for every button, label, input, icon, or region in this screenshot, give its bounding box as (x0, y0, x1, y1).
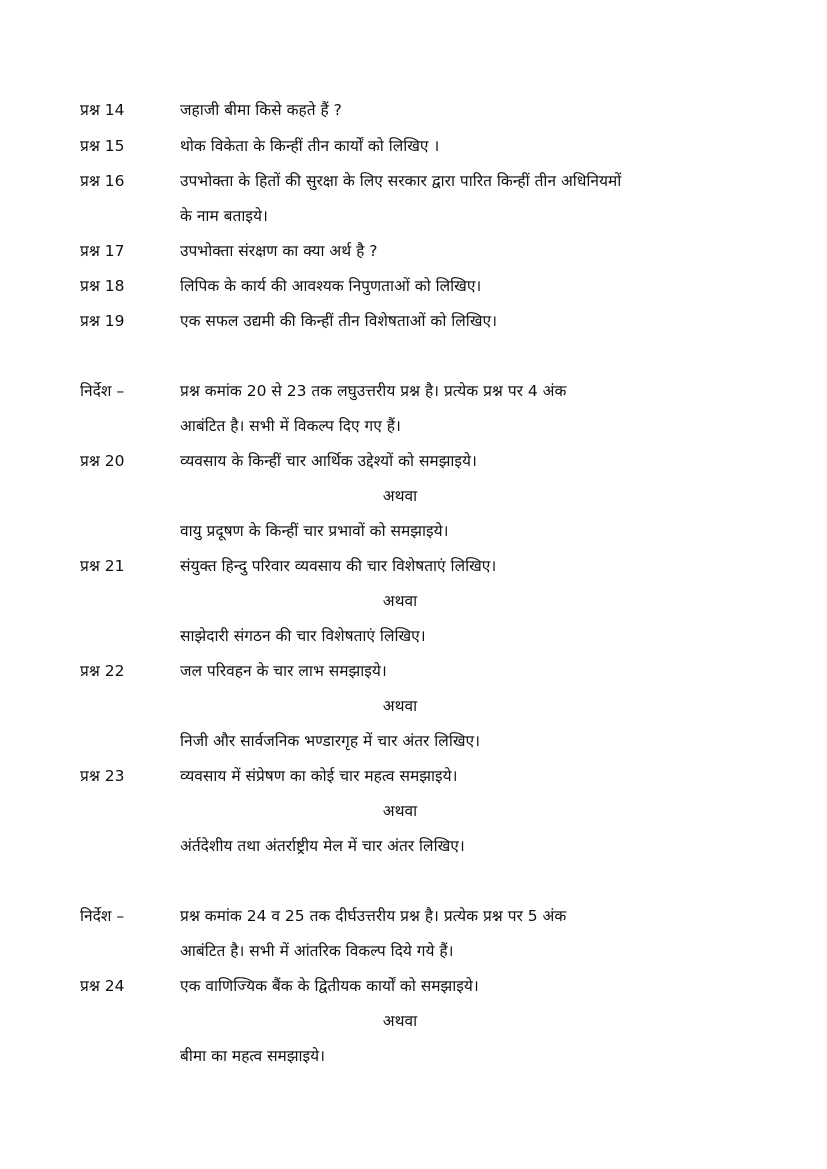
or-divider (0, 586, 827, 616)
question-23 (0, 761, 827, 791)
question-text: एक सफल उद्यमी की किन्हीं तीन विशेषताओं को लिखिए। (180, 312, 497, 330)
question-label: प्रश्न 15 (80, 137, 125, 155)
question-15 (0, 131, 827, 161)
alternative-text: अंर्तदेशीय तथा अंतर्राष्ट्रीय मेल में चार अंतर लिखिए। (180, 837, 465, 855)
alternative-text: बीमा का महत्व समझाइये। (180, 1047, 326, 1065)
question-text: व्यवसाय के किन्हीं चार आर्थिक उद्देश्यों को समझाइये। (180, 452, 477, 470)
question-label: प्रश्न 22 (80, 662, 125, 680)
question-text: उपभोक्ता संरक्षण का क्या अर्थ है ? (180, 242, 378, 260)
question-label: प्रश्न 24 (80, 977, 125, 995)
instruction-text-continued: आबंटित है। सभी में विकल्प दिए गए हैं। (180, 417, 401, 435)
question-24 (0, 971, 827, 1001)
question-text: संयुक्त हिन्दु परिवार व्यवसाय की चार विशेषताएं लिखिए। (180, 557, 497, 575)
question-label: प्रश्न 18 (80, 277, 125, 295)
question-text: उपभोक्ता के हितों की सुरक्षा के लिए सरकार द्वारा पारित किन्हीं तीन अधिनियमों (180, 172, 622, 190)
question-text: व्यवसाय में संप्रेषण का कोई चार महत्व समझाइये। (180, 767, 458, 785)
question-17 (0, 236, 827, 266)
question-19 (0, 306, 827, 336)
or-divider (0, 481, 827, 511)
question-22-alternative (0, 726, 827, 756)
question-16-continued (0, 201, 827, 231)
instruction-1 (0, 376, 827, 406)
question-20 (0, 446, 827, 476)
question-20-alternative (0, 516, 827, 546)
or-text: अथवा (382, 1012, 418, 1030)
question-22 (0, 656, 827, 686)
or-divider (0, 691, 827, 721)
question-18 (0, 271, 827, 301)
question-label: प्रश्न 16 (80, 172, 125, 190)
question-23-alternative (0, 831, 827, 861)
instruction-1-continued (0, 411, 827, 441)
question-21-alternative (0, 621, 827, 651)
instruction-text: प्रश्न कमांक 20 से 23 तक लघुउत्तरीय प्रश्न है। प्रत्येक प्रश्न पर 4 अंक (180, 382, 567, 400)
or-text: अथवा (382, 697, 418, 715)
instruction-2 (0, 901, 827, 931)
question-label: प्रश्न 23 (80, 767, 125, 785)
question-label: प्रश्न 17 (80, 242, 125, 260)
question-text: थोक विकेता के किन्हीं तीन कार्यों को लिखिए । (180, 137, 440, 155)
or-text: अथवा (382, 487, 418, 505)
question-24-alternative (0, 1041, 827, 1071)
or-text: अथवा (382, 592, 418, 610)
question-14 (0, 95, 827, 125)
question-label: प्रश्न 21 (80, 557, 125, 575)
or-divider (0, 796, 827, 826)
question-label: प्रश्न 19 (80, 312, 125, 330)
instruction-2-continued (0, 936, 827, 966)
question-21 (0, 551, 827, 581)
question-label: प्रश्न 14 (80, 101, 125, 119)
instruction-label: निर्देश – (80, 382, 125, 400)
alternative-text: साझेदारी संगठन की चार विशेषताएं लिखिए। (180, 627, 426, 645)
alternative-text: निजी और सार्वजनिक भण्डारगृह में चार अंतर लिखिए। (180, 732, 480, 750)
question-text: जल परिवहन के चार लाभ समझाइये। (180, 662, 387, 680)
instruction-label: निर्देश – (80, 907, 125, 925)
or-divider (0, 1006, 827, 1036)
question-text: जहाजी बीमा किसे कहते हैं ? (180, 101, 342, 119)
question-text: एक वाणिज्यिक बैंक के द्वितीयक कार्यों को समझाइये। (180, 977, 479, 995)
alternative-text: वायु प्रदूषण के किन्हीं चार प्रभावों को समझाइये। (180, 522, 449, 540)
instruction-text-continued: आबंटित है। सभी में आंतरिक विकल्प दिये गये हैं। (180, 942, 454, 960)
question-16 (0, 166, 827, 196)
or-text: अथवा (382, 802, 418, 820)
instruction-text: प्रश्न कमांक 24 व 25 तक दीर्घउत्तरीय प्रश्न है। प्रत्येक प्रश्न पर 5 अंक (180, 907, 567, 925)
question-text: लिपिक के कार्य की आवश्यक निपुणताओं को लिखिए। (180, 277, 482, 295)
question-label: प्रश्न 20 (80, 452, 125, 470)
question-text-continued: के नाम बताइये। (180, 207, 268, 225)
